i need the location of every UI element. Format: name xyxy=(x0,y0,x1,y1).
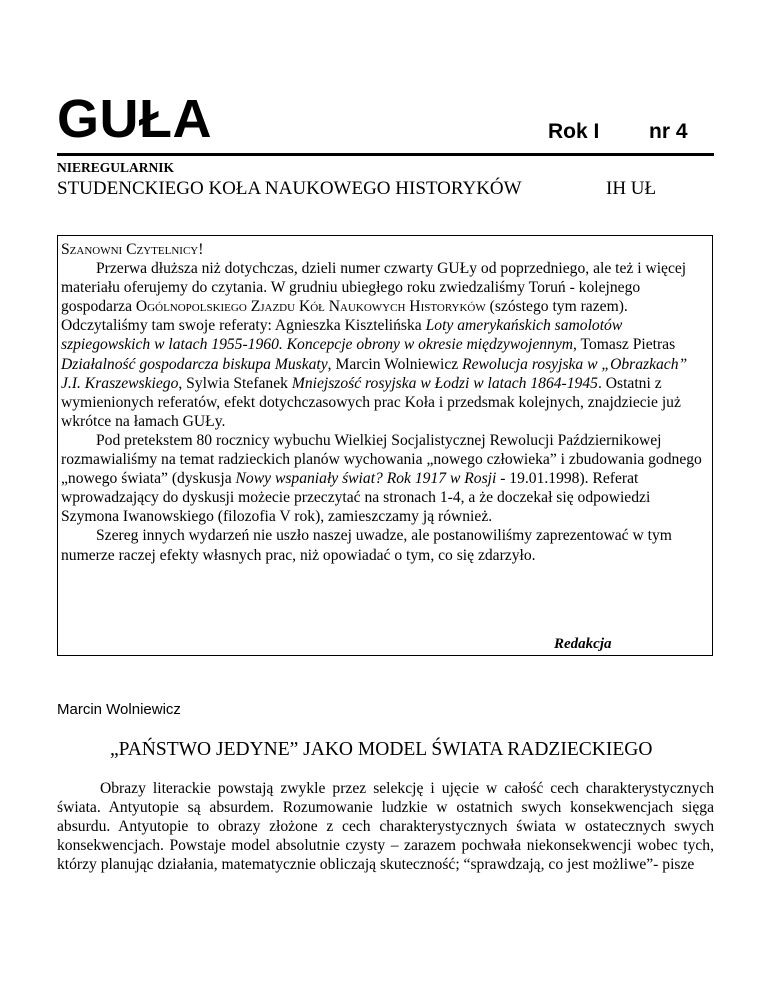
masthead-divider xyxy=(57,153,714,156)
issue-year: Rok I xyxy=(548,120,600,143)
article-paragraph: Obrazy literackie powstają zwykle przez selekcję i ujęcie w całość cech charakterystycznych świata. Antyutopie są absurdem. Rozumowanie ludzkie w ostatnich swych konsekwencjach sięga absurdu. Antyutopie to obrazy złożone z cech charakterystycznych świata w ostatecznych swych konsekwencjach. Powstaje model absolutnie czysty – zarazem pochwała niekonsekwencji wobec tych, którzy planując działania, matematycznie obliczają skuteczność; “sprawdzają, co jest możliwe”- pisze xyxy=(57,780,714,874)
organization-name: STUDENCKIEGO KOŁA NAUKOWEGO HISTORYKÓW xyxy=(57,178,522,199)
institute-name: IH UŁ xyxy=(606,178,657,199)
article-title: „PAŃSTWO JEDYNE” JAKO MODEL ŚWIATA RADZIECKIEGO xyxy=(110,739,653,760)
editorial-text xyxy=(61,240,709,565)
editorial-paragraph-3: Szereg innych wydarzeń nie uszło naszej uwadze, ale postanowiliśmy zaprezentować w tym numerze raczej efekty własnych prac, niż opowiadać o tym, co się zdarzyło. xyxy=(61,527,672,564)
issue-number: nr 4 xyxy=(649,120,688,143)
article-body xyxy=(57,779,714,874)
editorial-paragraph-2: Pod pretekstem 80 rocznicy wybuchu Wielkiej Socjalistycznej Rewolucji Październikowej rozmawialiśmy na temat radzieckich planów wychowania „nowego człowieka” i zbudowania godnego „nowego świata” (dyskusja Nowy wspaniały świat? Rok 1917 w Rosji - 19.01.1998). Referat wprowadzający do dyskusji możecie przeczytać na stronach 1-4, a że doczekał się odpowiedzi Szymona Iwanowskiego (filozofia V rok), zamieszczamy ją również. xyxy=(61,431,702,526)
editorial-signature: Redakcja xyxy=(554,636,612,652)
masthead-subtitle: NIEREGULARNIK xyxy=(57,160,175,175)
article-author: Marcin Wolniewicz xyxy=(57,701,181,718)
masthead-title: GUŁA xyxy=(57,89,212,149)
editorial-salutation: Szanowni Czytelnicy! xyxy=(61,241,204,258)
editorial-paragraph-1: Przerwa dłuższa niż dotychczas, dzieli numer czwarty GUŁy od poprzedniego, ale też i więcej materiału oferujemy do czytania. W grudniu ubiegłego roku zwiedzaliśmy Toruń - kolejnego gospodarza Ogólnopolskiego Zjazdu Kół Naukowych Historyków (szóstego tym razem). Odczytaliśmy tam swoje referaty: Agnieszka Kisztelińska Loty amerykańskich samolotów szpiegowskich w latach 1955-1960. Koncepcje obrony w okresie międzywojennym, Tomasz Pietras Działalność gospodarcza biskupa Muskaty, Marcin Wolniewicz Rewolucja rosyjska w „Obrazkach” J.I. Kraszewskiego, Sylwia Stefanek Mniejszość rosyjska w Łodzi w latach 1864-1945. Ostatni z wymienionych referatów, efekt dotychczasowych prac Koła i przedsmak kolejnych, znajdziecie już wkrótce na łamach GUŁy. xyxy=(61,260,688,430)
